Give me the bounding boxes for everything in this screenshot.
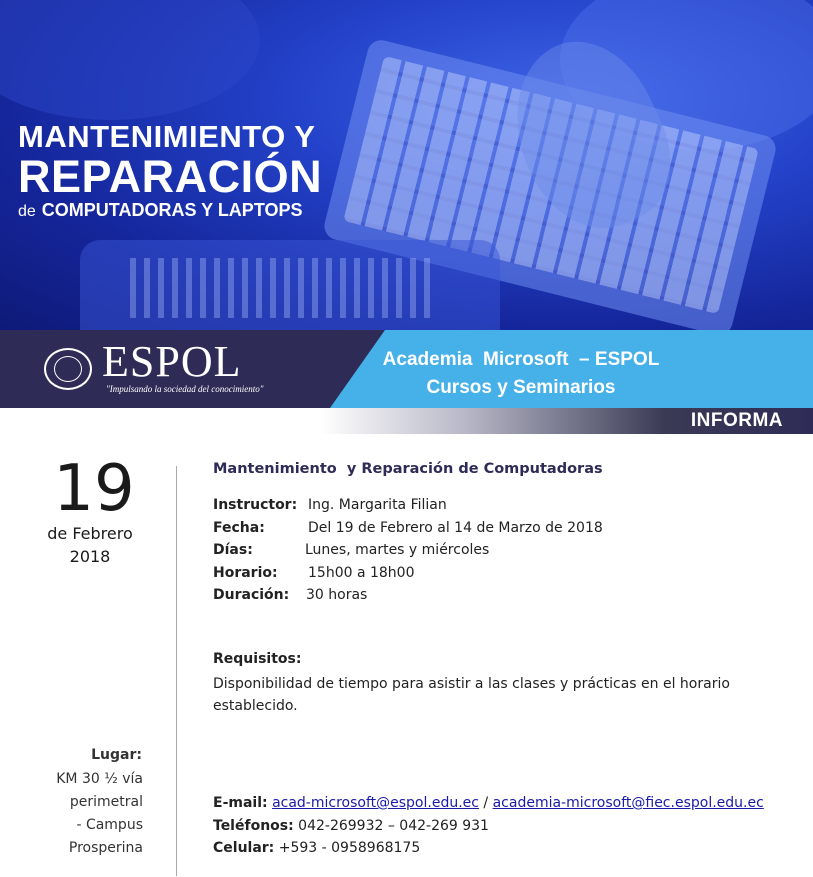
horario-value: 15h00 a 18h00 <box>308 564 415 581</box>
requirements-label: Requisitos: <box>213 651 302 667</box>
location-line1: KM 30 ½ vía <box>56 771 143 787</box>
location-text <box>40 768 143 860</box>
course-details <box>213 494 603 607</box>
email-row <box>213 792 764 815</box>
espol-slogan: "Impulsando la sociedad del conocimiento" <box>106 384 264 394</box>
dias-row <box>213 539 490 562</box>
fecha-label: Fecha: <box>213 519 265 536</box>
dias-value: Lunes, martes y miércoles <box>305 542 490 558</box>
date-month-year <box>30 522 150 568</box>
horario-row <box>213 562 415 585</box>
instructor-value: Ing. Margarita Filian <box>308 497 447 513</box>
date-month: de Febrero <box>47 524 133 543</box>
phones-label: Teléfonos: <box>213 817 294 834</box>
academy-line2: Cursos y Seminarios <box>426 377 616 398</box>
horario-label: Horario: <box>213 564 278 581</box>
email-link-1[interactable]: acad-microsoft@espol.edu.ec <box>272 795 479 811</box>
vertical-divider <box>176 466 177 876</box>
computer-parts-illustration <box>130 258 430 318</box>
location-line3: - Campus <box>76 817 143 833</box>
dias-label: Días: <box>213 542 253 558</box>
location-line4: Prosperina <box>68 840 143 856</box>
hero-background-shape <box>0 0 260 120</box>
email-link-2[interactable]: academia-microsoft@fiec.espol.edu.ec <box>492 795 764 811</box>
cell-label: Celular: <box>213 840 275 856</box>
fecha-row <box>213 517 603 540</box>
email-label: E-mail: <box>213 795 268 811</box>
cell-value: +593 - 0958968175 <box>278 840 421 856</box>
duracion-label: Duración: <box>213 587 290 603</box>
contact-info <box>213 792 764 860</box>
hero-title-line1: MANTENIMIENTO Y <box>18 119 316 154</box>
location-line2: perimetral <box>69 794 143 810</box>
academy-line1: Academia Microsoft – ESPOL <box>382 349 660 370</box>
phones-value: 042-269932 – 042-269 931 <box>298 817 489 834</box>
hero-title-prefix: de <box>18 203 36 220</box>
requirements-text: Disponibilidad de tiempo para asistir a las clases y prácticas en el horario establecido. <box>213 676 730 714</box>
hero-title <box>18 120 322 222</box>
duracion-row <box>213 584 368 607</box>
email-separator: / <box>478 795 493 811</box>
hero-title-subject: COMPUTADORAS Y LAPTOPS <box>41 200 303 220</box>
instructor-label: Instructor: <box>213 497 298 513</box>
instructor-row <box>213 494 447 517</box>
academy-heading <box>356 346 686 402</box>
phones-row <box>213 815 764 838</box>
course-title: Mantenimiento y Reparación de Computadoras <box>213 461 603 477</box>
hero-image <box>0 0 813 330</box>
cell-row <box>213 837 764 860</box>
informa-label: INFORMA <box>690 410 783 431</box>
hero-title-line2: REPARACIÓN <box>18 151 323 202</box>
fecha-value: Del 19 de Febrero al 14 de Marzo de 2018 <box>308 519 603 536</box>
location-label: Lugar: <box>91 747 142 763</box>
duracion-value: 30 horas <box>306 587 368 603</box>
espol-seal-inner-icon <box>54 356 82 382</box>
espol-logo-text: ESPOL <box>102 337 242 386</box>
date-year: 2018 <box>69 547 111 566</box>
hero-title-line3 <box>18 200 322 222</box>
date-day: 19 <box>53 452 135 526</box>
